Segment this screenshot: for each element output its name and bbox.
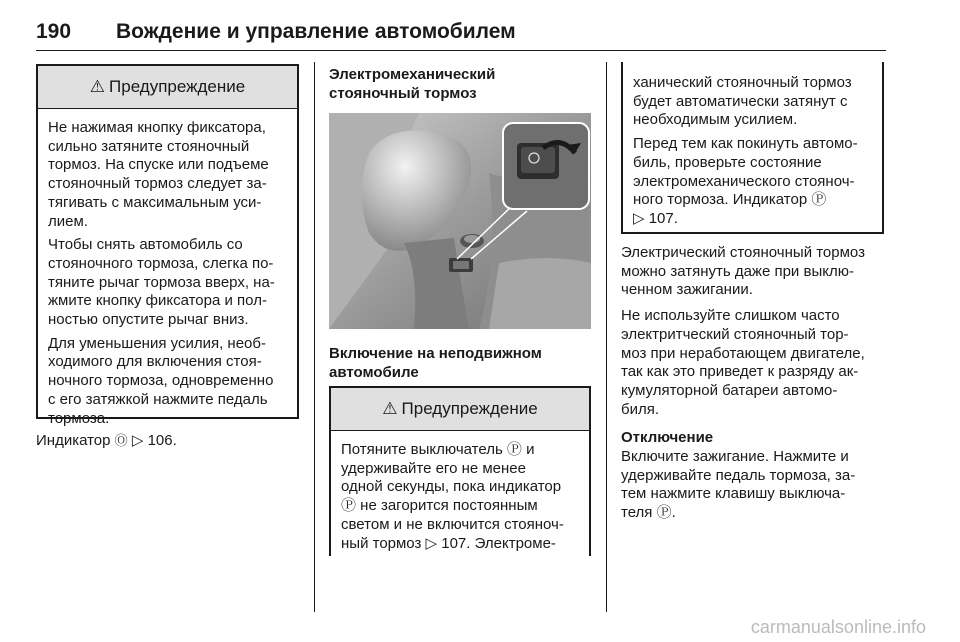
illustration-epb-switch: [329, 113, 591, 329]
watermark: carmanualsonline.info: [750, 617, 926, 637]
warning-header: [331, 388, 589, 431]
warning-paragraph-1: Не нажимая кнопку фиксатора, сильно затяните стояночный тормоз. На спуске или подъеме стояночный тормоз следует за- тягивать с максимальным уси- лием.: [48, 119, 269, 230]
page-ref-arrow-icon: ▷: [131, 432, 144, 449]
warning-title: Предупреждение: [109, 77, 246, 96]
warning-box-epb: [329, 386, 591, 556]
warning-triangle-icon: ⚠: [382, 399, 398, 418]
warning-paragraph-3: Для уменьшения усилия, необ- ходимого для включения стоя- ночного тормоза, одновременно с его затяжкой нажмите педаль тормоза.: [48, 334, 274, 427]
warning-box-continued: [621, 62, 884, 234]
paragraph-ignition-off: Электрический стояночный тормоз можно затянуть даже при выклю- ченном зажигании.: [621, 244, 865, 299]
indicator-reference: Индикатор Ⓞ ▷ 106.: [36, 432, 177, 449]
page-header: [36, 20, 886, 50]
warning-paragraph: Потяните выключатель Ⓟ и удерживайте его не менее одной секунды, пока индикатор Ⓟ не загорится постоянным светом и не включится стояноч- ный тормоз ▷ 107. Электроме-: [341, 441, 564, 552]
chapter-title: Вождение и управление автомобилем: [116, 20, 516, 43]
body-text-column-3: [621, 244, 891, 523]
warning-paragraph-2: Чтобы снять автомобиль со стояночного тормоза, слегка по- тяните рычаг тормоза вверх, на- жмите кнопку фиксатора и пол- ностью опустите рычаг вниз.: [48, 236, 275, 329]
subheading-stationary: Включение на неподвижном автомобиле: [329, 345, 542, 381]
column-divider-1: [314, 62, 315, 612]
header-rule: [36, 50, 886, 51]
column-divider-2: [606, 62, 607, 612]
warning-box-handbrake: [36, 64, 299, 427]
paragraph-battery-warning: Не используйте слишком часто электритческий стояночный тор- моз при неработающем двигателе, так как это приведет к разряду ак- кумуляторной батареи автомо- биля.: [621, 307, 865, 418]
warning-paragraph-2: Перед тем как покинуть автомо- биль, проверьте состояние электромеханического стояноч- ного тормоза. Индикатор Ⓟ ▷ 107.: [633, 135, 858, 227]
warning-paragraph-1: ханический стояночный тормоз будет автоматически затянут с необходимым усилием.: [633, 74, 852, 129]
warning-triangle-icon: ⚠: [89, 77, 106, 96]
warning-header: [38, 66, 297, 109]
warning-title: Предупреждение: [401, 399, 538, 418]
section-heading-epb: Электромеханический стояночный тормоз: [329, 66, 496, 102]
paragraph-release: Включите зажигание. Нажмите и удерживайте педаль тормоза, за- тем нажмите клавишу выключа- теля Ⓟ.: [621, 448, 856, 522]
heading-release: Отключение: [621, 429, 714, 447]
page-number: 190: [36, 20, 72, 43]
handbrake-indicator-icon: Ⓞ: [114, 433, 128, 448]
page-reference[interactable]: 106.: [147, 432, 177, 449]
